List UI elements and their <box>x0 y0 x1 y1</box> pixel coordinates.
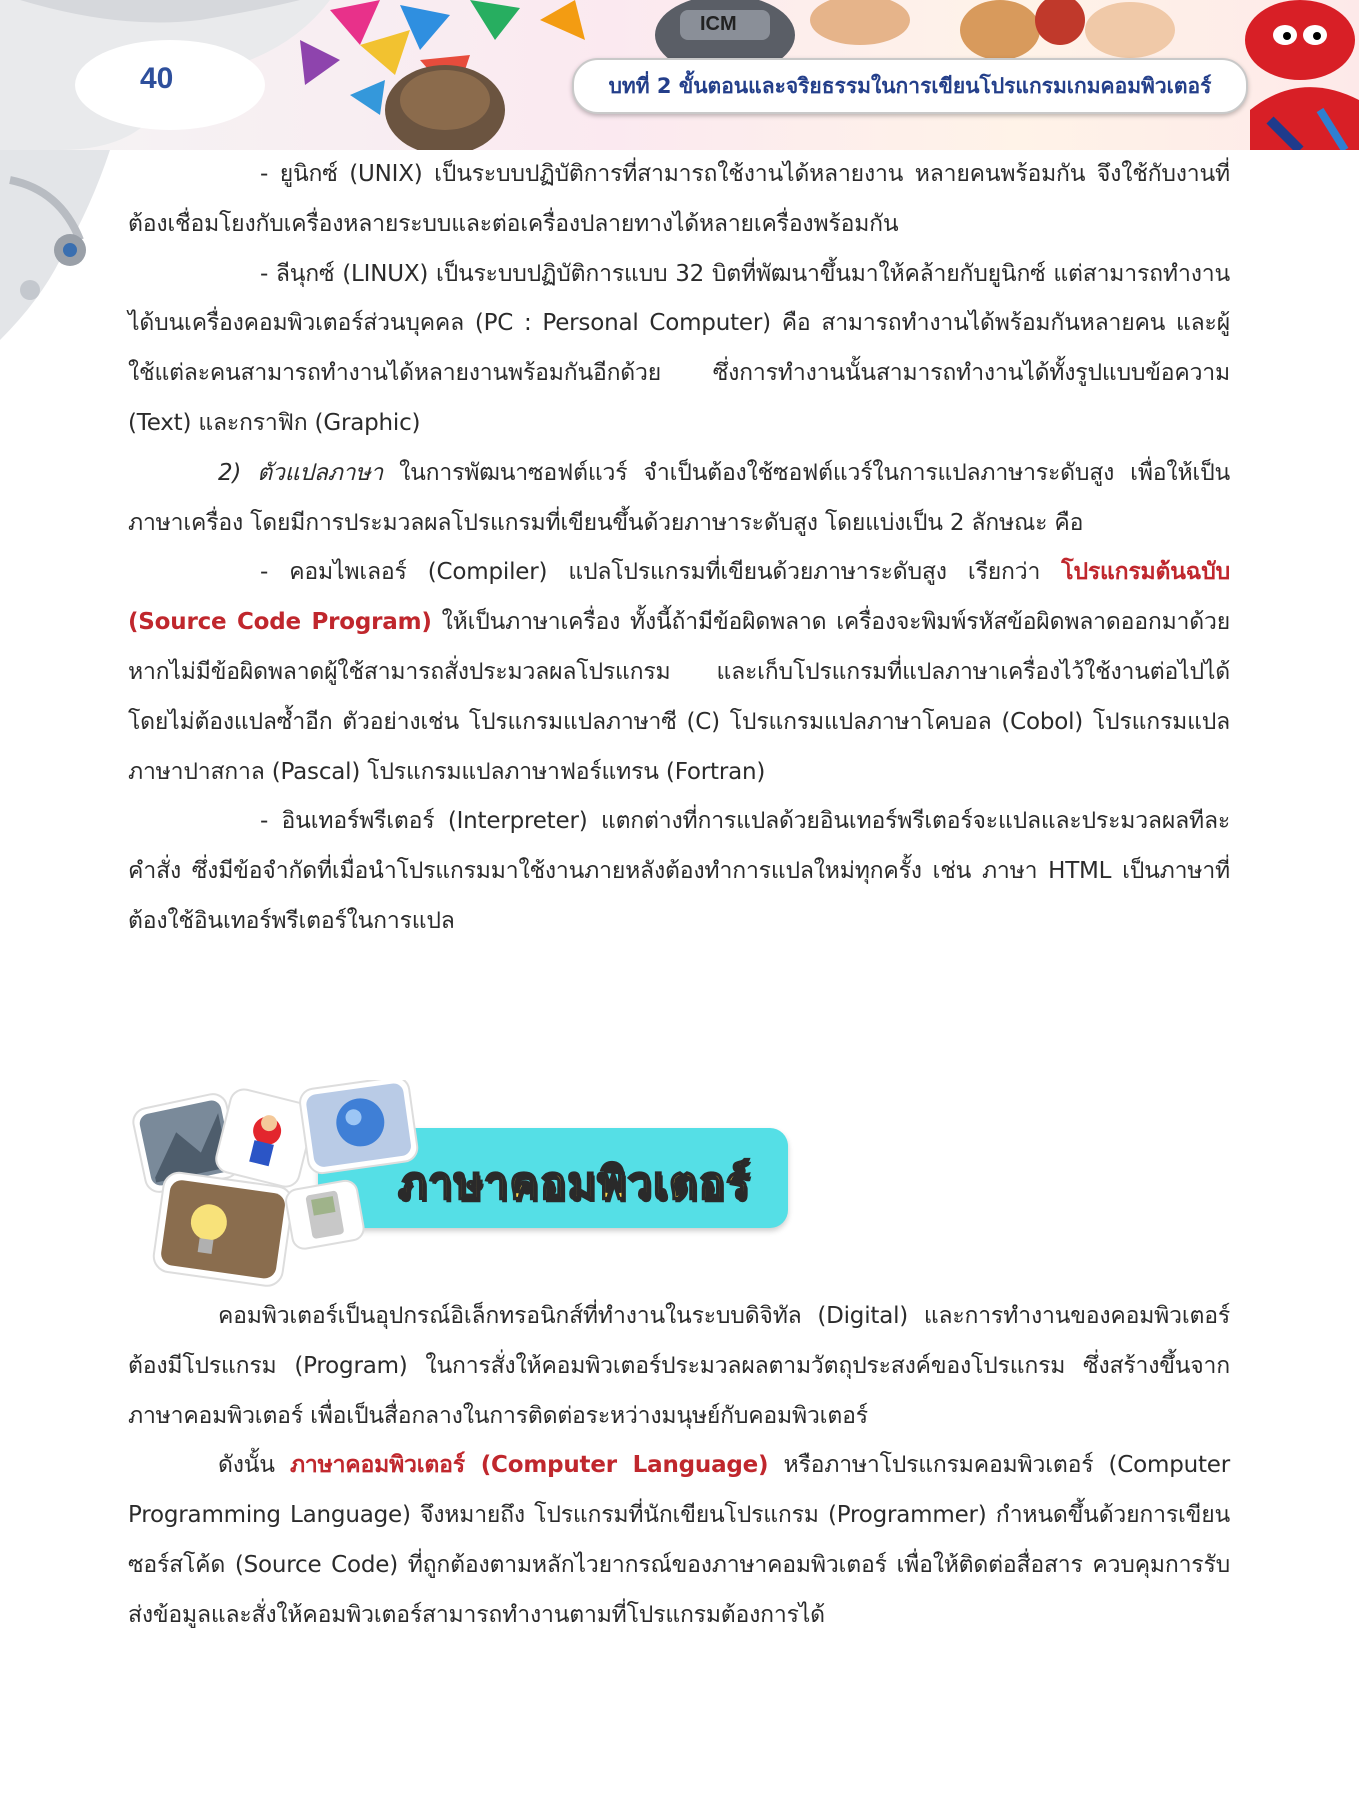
compiler-text-b: ให้เป็นภาษาเครื่อง ทั้งนี้ถ้ามีข้อผิดพลาด เครื่องจะพิมพ์รหัสข้อผิดพลาดออกมาด้วย หากไม่มีข้อผิดพลาดผู้ใช้สามารถสั่งประมวลผลโปรแกรม และเก็บโปรแกรมที่แปลภาษาเครื่องไว้ใช้งานต่อไปได้โดยไม่ต้องแปลซ้ำอีก ตัวอย่างเช่น โปรแกรมแปลภาษาซี (C) โปรแกรมแปลภาษาโคบอล (Cobol) โปรแกรมแปลภาษาปาสกาล (Pascal) โปรแกรมแปลภาษาฟอร์แทรน (Fortran) <box>128 609 1230 785</box>
paragraph-linux: - ลีนุกซ์ (LINUX) เป็นระบบปฏิบัติการแบบ 32 บิตที่พัฒนาขึ้นมาให้คล้ายกับยูนิกซ์ แต่สามารถทำงานได้บนเครื่องคอมพิวเตอร์ส่วนบุคคล (PC : Personal Computer) คือ สามารถทำงานได้พร้อมกันหลายคน และผู้ใช้แต่ละคนสามารถทำงานได้หลายงานพร้อมกันอีกด้วย ซึ่งการทำงานนั้นสามารถทำงานได้ทั้งรูปแบบข้อความ (Text) และกราฟิก (Graphic) <box>128 260 1230 436</box>
translator-text: ในการพัฒนาซอฟต์แวร์ จำเป็นต้องใช้ซอฟต์แวร์ในการแปลภาษาระดับสูง เพื่อให้เป็นภาษาเครื่อง โดยมีการประมวลผลโปรแกรมที่เขียนขึ้นด้วยภาษาระดับสูง โดยแบ่งเป็น 2 ลักษณะ คือ <box>128 459 1230 536</box>
body-text-section-2 <box>128 1292 1230 1641</box>
paragraph-compiler <box>128 548 1230 797</box>
section-heading-title: ภาษาคอมพิวเตอร์ <box>398 1158 751 1209</box>
translator-heading: 2) ตัวแปลภาษา <box>218 459 384 486</box>
computer-language-text-a: ดังนั้น <box>218 1452 290 1479</box>
section-heading-block <box>128 1080 808 1290</box>
computer-language-term: ภาษาคอมพิวเตอร์ (Computer Language) <box>289 1452 769 1479</box>
paragraph-unix: - ยูนิกซ์ (UNIX) เป็นระบบปฏิบัติการที่สามารถใช้งานได้หลายงาน หลายคนพร้อมกัน จึงใช้กับงานที่ต้องเชื่อมโยงกับเครื่องหลายระบบและต่อเครื่องปลายทางได้หลายเครื่องพร้อมกัน <box>128 161 1230 237</box>
header-decoration <box>0 0 1359 150</box>
computer-language-text-b: หรือภาษาโปรแกรมคอมพิวเตอร์ (Computer Programming Language) จึงหมายถึง โปรแกรมที่นักเขียนโปรแกรม (Programmer) กำหนดขึ้นด้วยการเขียนซอร์สโค้ด (Source Code) ที่ถูกต้องตามหลักไวยากรณ์ของภาษาคอมพิวเตอร์ เพื่อให้ติดต่อสื่อสาร ควบคุมการรับส่งข้อมูลและสั่งให้คอมพิวเตอร์สามารถทำงานตามที่โปรแกรมต้องการได้ <box>128 1452 1230 1628</box>
robot-decoration <box>0 150 120 350</box>
paragraph-computer-language <box>128 1441 1230 1640</box>
body-text-section-1 <box>128 150 1230 947</box>
svg-text:ICM: ICM <box>700 13 737 35</box>
paragraph-translator <box>128 449 1230 549</box>
paragraph-interpreter: - อินเทอร์พรีเตอร์ (Interpreter) แตกต่างที่การแปลด้วยอินเทอร์พรีเตอร์จะแปลและประมวลผลทีละคำสั่ง ซึ่งมีข้อจำกัดที่เมื่อนำโปรแกรมมาใช้งานภายหลังต้องทำการแปลใหม่ทุกครั้ง เช่น ภาษา HTML เป็นภาษาที่ต้องใช้อินเทอร์พรีเตอร์ในการแปล <box>128 808 1230 934</box>
compiler-text-a: - คอมไพเลอร์ (Compiler) แปลโปรแกรมที่เขียนด้วยภาษาระดับสูง เรียกว่า <box>260 559 1062 586</box>
source-code-program-term: โปรแกรมต้นฉบับ (Source Code Program) <box>128 559 1230 636</box>
page-number: 40 <box>140 62 174 95</box>
chapter-title-banner: บทที่ 2 ขั้นตอนและจริยธรรมในการเขียนโปรแกรมเกมคอมพิวเตอร์ <box>572 58 1248 114</box>
paragraph-computer-intro: คอมพิวเตอร์เป็นอุปกรณ์อิเล็กทรอนิกส์ที่ทำงานในระบบดิจิทัล (Digital) และการทำงานของคอมพิวเตอร์ต้องมีโปรแกรม (Program) ในการสั่งให้คอมพิวเตอร์ประมวลผลตามวัตถุประสงค์ของโปรแกรม ซึ่งสร้างขึ้นจากภาษาคอมพิวเตอร์ เพื่อเป็นสื่อกลางในการติดต่อระหว่างมนุษย์กับคอมพิวเตอร์ <box>128 1303 1230 1429</box>
